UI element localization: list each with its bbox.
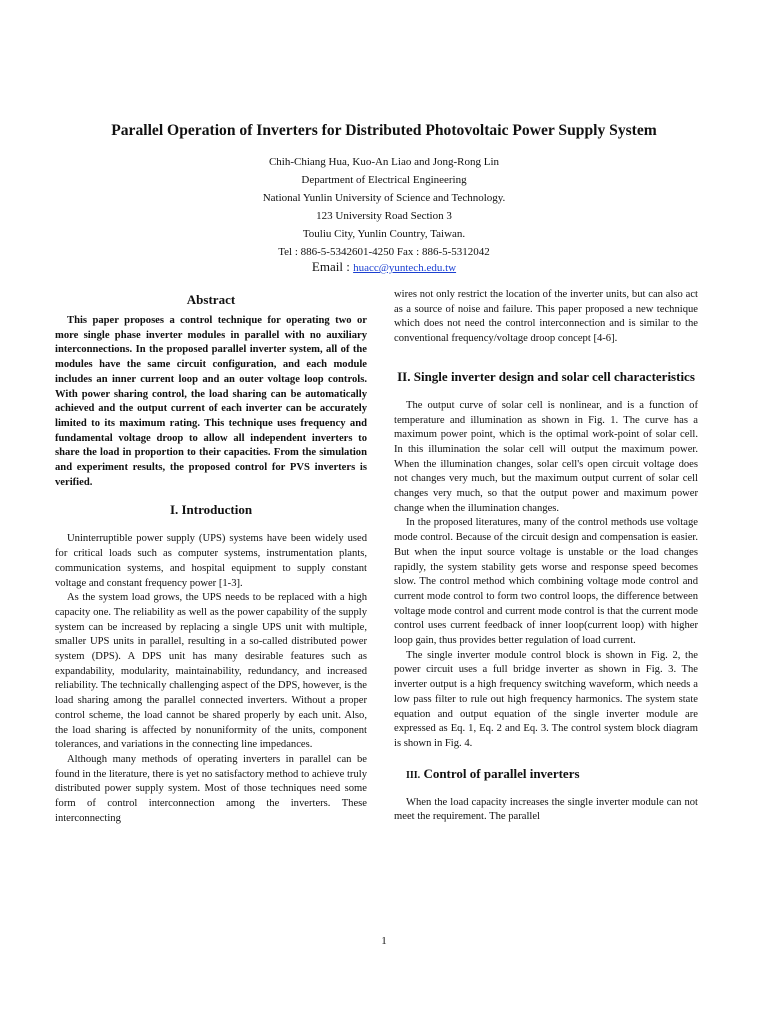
section3-heading (394, 766, 698, 784)
phone-fax: Tel : 886-5-5342601-4250 Fax : 886-5-5312042 (278, 246, 490, 258)
email-label: Email : (311, 259, 354, 274)
intro-paragraph-3: Although many methods of operating inverters in parallel can be found in the literature, there is yet no satisfactory method to achieve truly distributed power supply system. Most of those techniques need some form of control interconnection among the inverters. These interconnecting (55, 753, 367, 824)
paper-title: Parallel Operation of Inverters for Distributed Photovoltaic Power Supply System (111, 122, 657, 139)
abstract-body: This paper proposes a control technique for operating two or more single phase inverter modules in parallel with no auxiliary interconnections. In the proposed parallel inverter system, all of the modules have the same circuit configuration, and each module includes an inner current loop and an outer voltage loop controls. With power sharing control, the load sharing can be automatically achieved and the output current of each inverter can be accurately limited to its maximum rating. This technique uses frequency and fundamental voltage droop to allow all independent inverters to share the load in proportion to their capacities. From the simulation and experiment results, the proposed control for PVS inverters is verified. (55, 315, 367, 488)
section3-paragraph-1: When the load capacity increases the single inverter module can not meet the requirement. The parallel (394, 796, 698, 823)
intro-paragraph-2: As the system load grows, the UPS needs to be replaced with a high capacity one. The reliability as well as the power capability of the supply system can be increased by replacing a single UPS unit with multiple, smaller UPS units in parallel, resulting in a so-called distributed power system (DPS). A DPS unit has many desirable features such as expandability, modularity, maintainability, redundancy, and increased reliability. The technically challenging aspect of the DPS, however, is the load sharing among the parallel connected inverters. Without a proper control scheme, the load cannot be shared properly by each unit. Also, the load sharing is affected by nonuniformity of the units, component tolerances, and variations in the connecting line impedances. (55, 592, 367, 751)
intro-heading: I. Introduction (169, 502, 253, 518)
section2-paragraph-3: The single inverter module control block is shown in Fig. 2, the power circuit uses a full bridge inverter as shown in Fig. 3. The inverter output is a high frequency switching waveform, which needs a low pass filter to rule out high frequency harmonics. The system state equation and output equation of the single inverter module are expressed as Eq. 1, Eq. 2 and Eq. 3. The control system block diagram is shown in Fig. 4. (394, 649, 698, 749)
address-line-1: 123 University Road Section 3 (316, 210, 452, 222)
email-link[interactable]: huacc@yuntech.edu.tw (353, 262, 457, 274)
right-column (394, 288, 698, 825)
section2-heading (394, 369, 698, 385)
section2-title: Single inverter design and solar cell characteristics (413, 368, 695, 384)
university: National Yunlin University of Science and Technology. (262, 192, 506, 204)
department: Department of Electrical Engineering (301, 174, 467, 186)
section3-title: Control of parallel inverters (423, 765, 580, 781)
section2-paragraph-2: In the proposed literatures, many of the control methods use voltage mode control. Because of the circuit design and compensation is easier. But when the input source voltage is unstable or the load changes rapidly, the system stability gets worse and response speed becomes slow. The control method which combining voltage mode control and current mode control to form two control loops, the difference between voltage mode control and current mode control is that the current mode control uses current feedback of inner loop(current loop) with higher loop gain, thus provides better regulation of load current. (394, 517, 698, 647)
intro-paragraph-1: Uninterruptible power supply (UPS) systems have been widely used for critical loads such as computer systems, instrumentation plants, communication systems, and hospital equipment to supply constant voltage and constant frequency power [1-3]. (55, 533, 367, 589)
authors: Chih-Chiang Hua, Kuo-An Liao and Jong-Rong Lin (268, 156, 500, 168)
section2-number: II. (397, 368, 411, 384)
section2-paragraph-1: The output curve of solar cell is nonlinear, and is a function of temperature and illumination as shown in Fig. 1. The curve has a maximum power point, which is the optimal work-point of solar cell. In this illumination the solar cell will output the maximum power. When the illumination changes, solar cell's open circuit voltage does not changes very much, but the maximum output current of solar cell changes very much, so that the output power and maximum power change when the illumination changes. (394, 399, 698, 514)
section3-number: III. (406, 769, 421, 781)
email-line (0, 258, 768, 277)
left-column (55, 288, 367, 827)
page-number: 1 (381, 935, 387, 947)
address-line-2: Touliu City, Yunlin Country, Taiwan. (302, 228, 466, 240)
intro-paragraph-4: wires not only restrict the location of the inverter units, but can also act as a source of noise and failure. This paper proposed a new technique which does not need the control interconnection and is similar to the conventional frequency/voltage droop concept [4-6]. (394, 289, 698, 345)
abstract-heading: Abstract (186, 292, 236, 307)
